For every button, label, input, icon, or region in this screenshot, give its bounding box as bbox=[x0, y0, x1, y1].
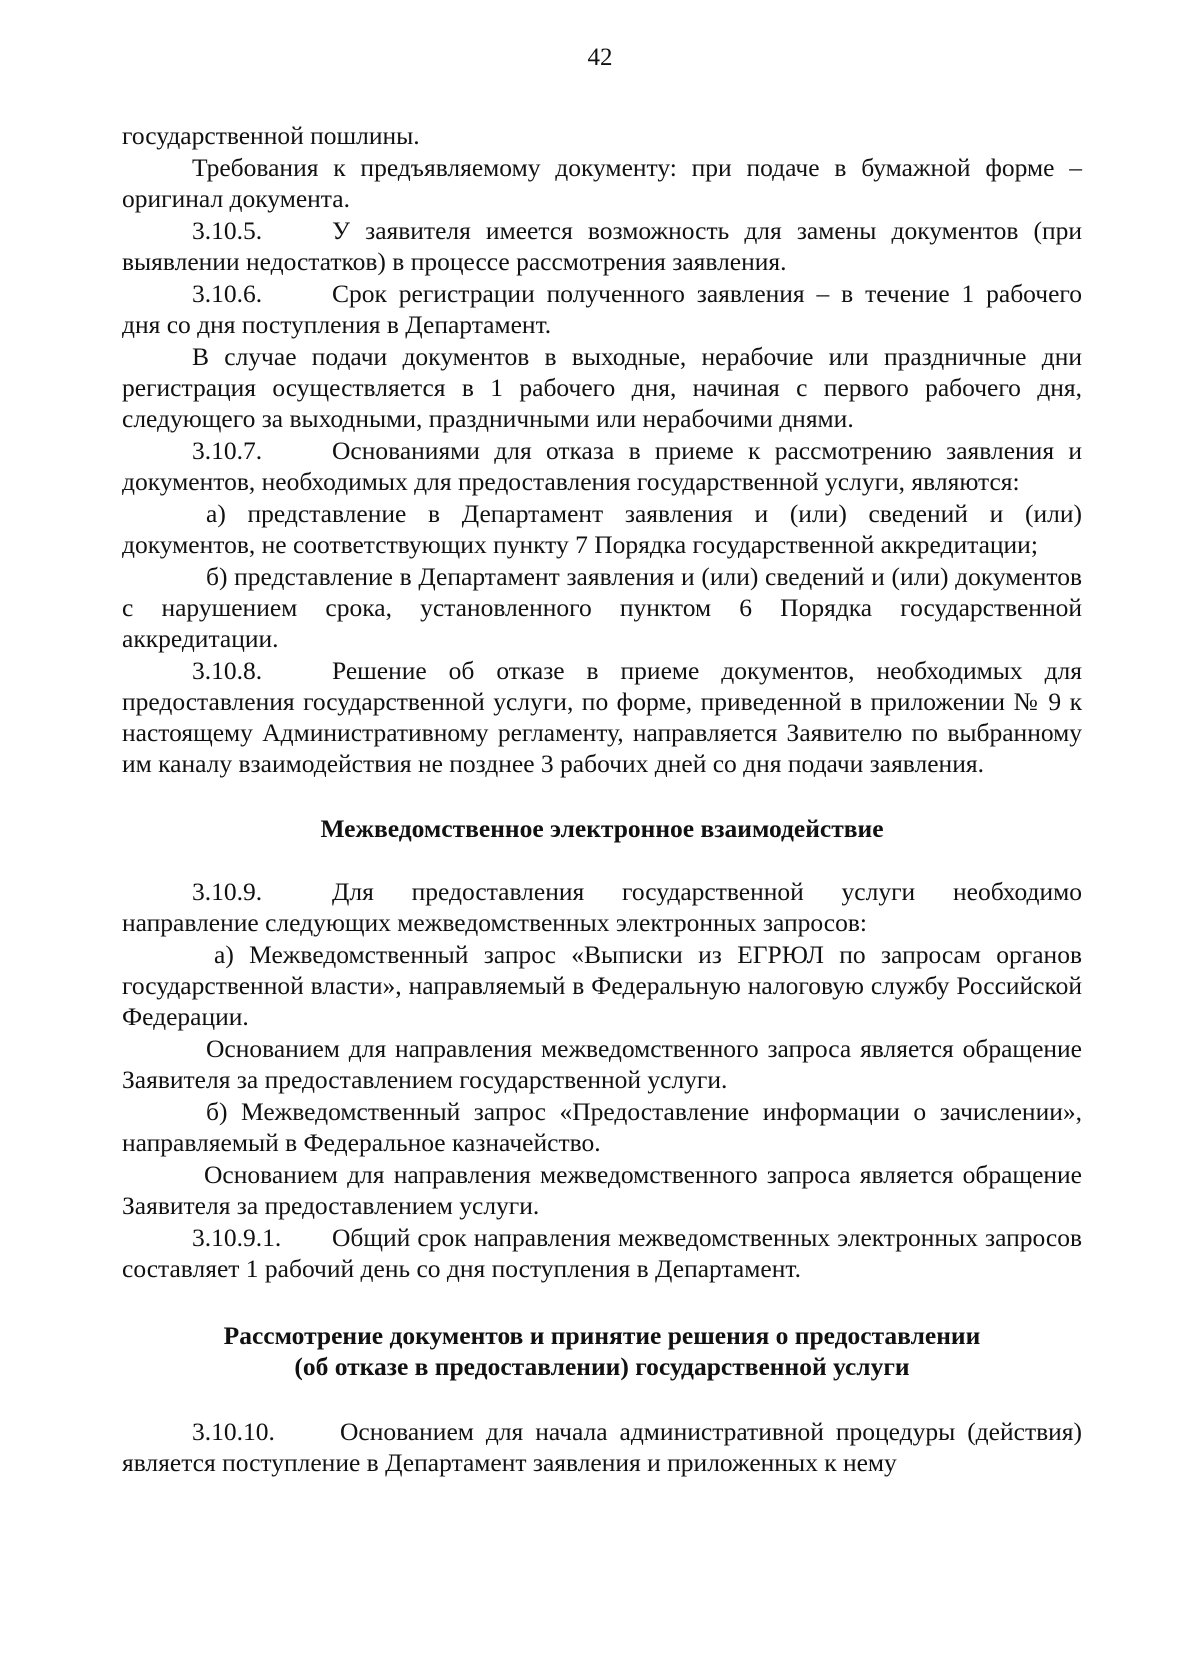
paragraph-requirements: Требования к предъявляемому документу: при подаче в бумажной форме – оригинал документа. bbox=[122, 153, 1082, 213]
paragraph-3-10-9-1 bbox=[122, 1222, 1082, 1284]
clause-text: Общий срок направления межведомственных электронных запросов составляет 1 рабочий день со дня поступления в Департамент. bbox=[122, 1223, 1082, 1283]
clause-text: Основанием для начала административной процедуры (действия) является поступление в Департамент заявления и приложенных к нему bbox=[122, 1417, 1082, 1477]
section-heading-interagency: Межведомственное электронное взаимодействие bbox=[320, 814, 884, 843]
page-number: 42 bbox=[587, 44, 613, 71]
paragraph-3-10-10 bbox=[122, 1416, 1082, 1478]
paragraph-3-10-5 bbox=[122, 215, 1082, 277]
paragraph-3-10-8 bbox=[122, 655, 1082, 779]
paragraph-3-10-9-a: а) Межведомственный запрос «Выписки из ЕГРЮЛ по запросам органов государственной власти», направляемый в Федеральную налоговую службу Российской Федерации. bbox=[122, 940, 1082, 1031]
clause-text: Для предоставления государственной услуги необходимо направление следующих межведомственных электронных запросов: bbox=[122, 877, 1082, 937]
clause-text: Решение об отказе в приеме документов, необходимых для предоставления государственной услуги, по форме, приведенной в приложении № 9 к настоящему Административному регламенту, направляется Заявителю по выбранному им каналу взаимодействия не позднее 3 рабочих дней со дня подачи заявления. bbox=[122, 656, 1082, 778]
paragraph-weekend-registration: В случае подачи документов в выходные, нерабочие или праздничные дни регистрация осуществляется в 1 рабочего дня, начиная с первого рабочего дня, следующего за выходными, праздничными или нерабочими днями. bbox=[122, 342, 1082, 433]
paragraph-3-10-6 bbox=[122, 278, 1082, 340]
clause-number: 3.10.10. bbox=[192, 1417, 275, 1446]
paragraph-3-10-7-a: а) представление в Департамент заявления и (или) сведений и (или) документов, не соответствующих пункту 7 Порядка государственной аккредитации; bbox=[122, 499, 1082, 559]
paragraph-3-10-7-b: б) представление в Департамент заявления и (или) сведений и (или) документов с нарушением срока, установленного пунктом 6 Порядка государственной аккредитации. bbox=[122, 562, 1082, 653]
clause-number: 3.10.5. bbox=[192, 216, 263, 245]
document-body bbox=[122, 120, 1082, 1479]
paragraph-3-10-7 bbox=[122, 435, 1082, 497]
clause-number: 3.10.9.1. bbox=[192, 1223, 282, 1252]
paragraph-3-10-9-a-basis: Основанием для направления межведомственного запроса является обращение Заявителя за предоставлением государственной услуги. bbox=[122, 1034, 1082, 1094]
section-heading-review-line-2: (об отказе в предоставлении) государственной услуги bbox=[294, 1352, 910, 1381]
clause-number: 3.10.8. bbox=[192, 656, 263, 685]
paragraph-continuation: государственной пошлины. bbox=[122, 121, 420, 150]
clause-text: Срок регистрации полученного заявления – в течение 1 рабочего дня со дня поступления в Департамент. bbox=[122, 279, 1082, 339]
section-heading-review-line-1: Рассмотрение документов и принятие решения о предоставлении bbox=[223, 1321, 981, 1350]
clause-number: 3.10.6. bbox=[192, 279, 263, 308]
clause-number: 3.10.7. bbox=[192, 436, 263, 465]
clause-text: У заявителя имеется возможность для замены документов (при выявлении недостатков) в процессе рассмотрения заявления. bbox=[122, 216, 1082, 276]
paragraph-3-10-9-b-basis: Основанием для направления межведомственного запроса является обращение Заявителя за предоставлением услуги. bbox=[122, 1160, 1082, 1220]
section-heading-review bbox=[122, 1320, 1082, 1382]
clause-number: 3.10.9. bbox=[192, 877, 263, 906]
clause-text: Основаниями для отказа в приеме к рассмотрению заявления и документов, необходимых для предоставления государственной услуги, являются: bbox=[122, 436, 1082, 496]
paragraph-3-10-9-b: б) Межведомственный запрос «Предоставление информации о зачислении», направляемый в Федеральное казначейство. bbox=[122, 1097, 1082, 1157]
paragraph-3-10-9 bbox=[122, 876, 1082, 938]
